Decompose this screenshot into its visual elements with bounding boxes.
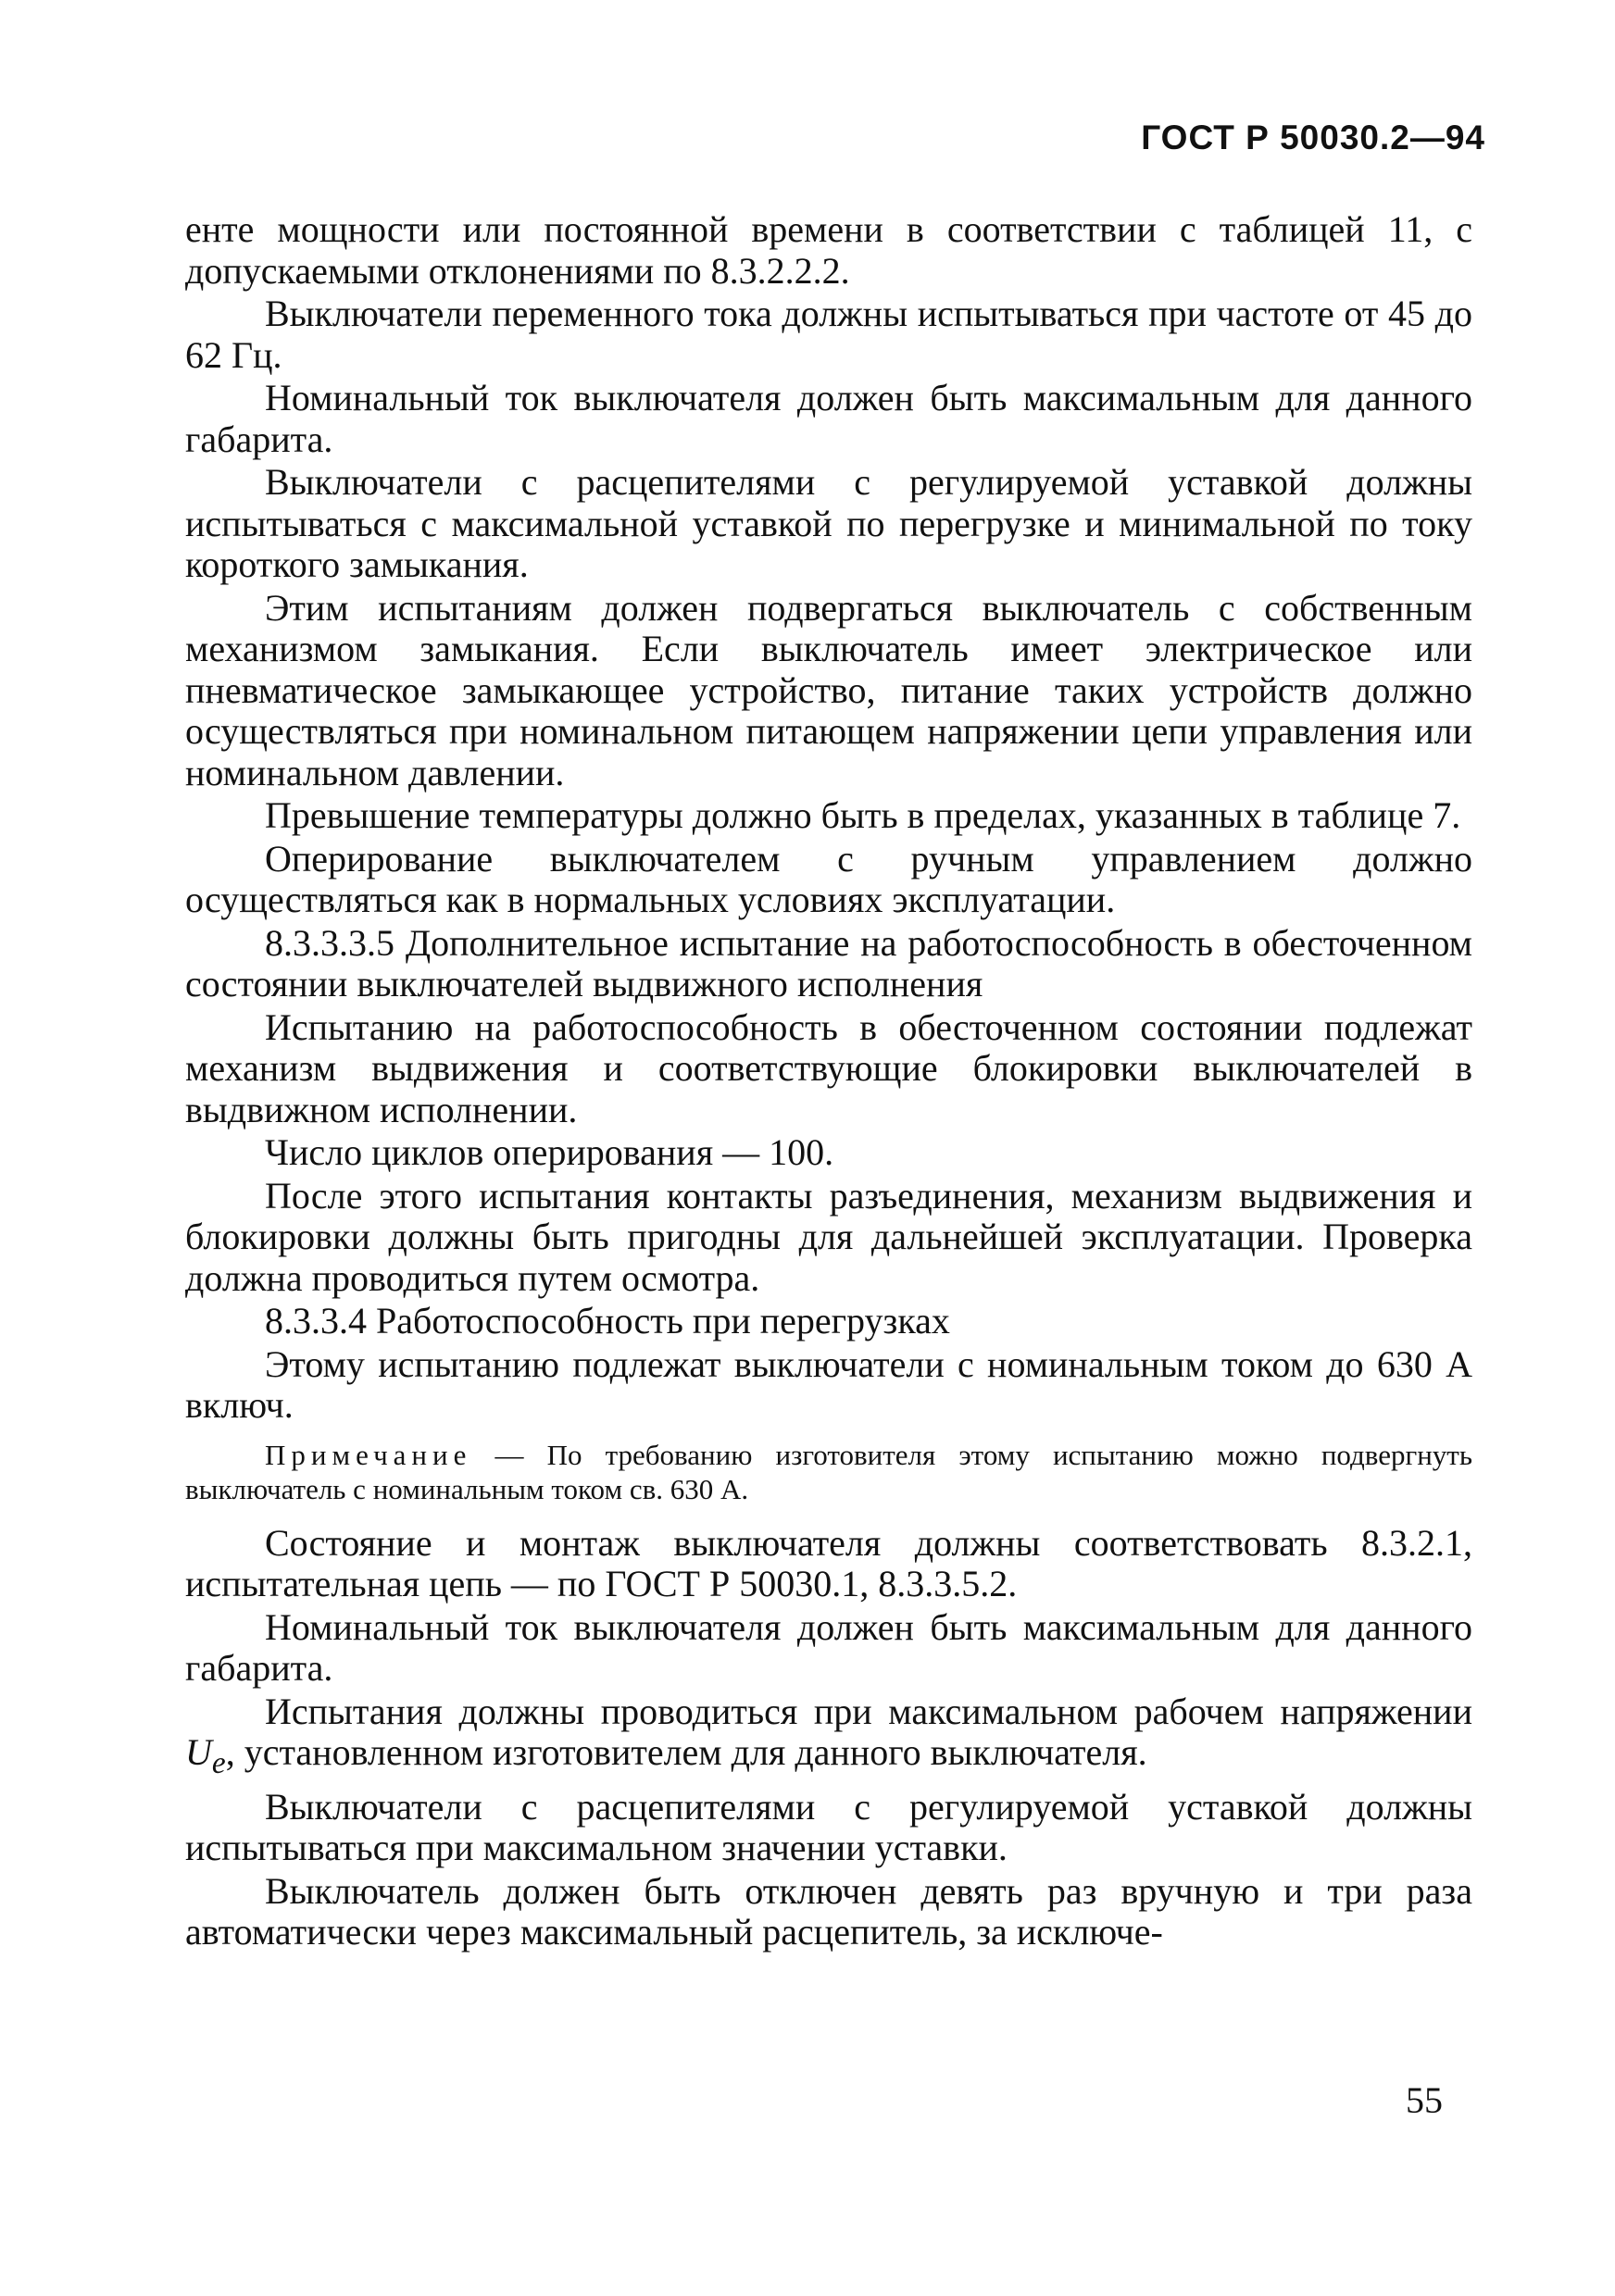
standard-code-header: ГОСТ Р 50030.2—94 [1141,119,1485,156]
paragraph: Число циклов оперирования — 100. [265,1131,834,1173]
paragraph-continuation: енте мощности или постоянной времени в соответствии с таблицей 11, с допускаемыми отклонениями по 8.3.2.2.2. [185,208,1472,292]
paragraph: Номинальный ток выключателя должен быть максимальным для данного габарита. [185,1605,1472,1689]
paragraph: Состояние и монтаж выключателя должны соответствовать 8.3.2.1, испытательная цепь — по ГОСТ Р 50030.1, 8.3.3.5.2. [185,1521,1472,1604]
voltage-symbol: $U_e$ [185,1731,226,1780]
paragraph: Этим испытаниям должен подвергаться выключатель с собственным механизмом замыкания. Если выключатель имеет электрическое или пневматическое замыкающее устройство, питание таких устройств должно осуществляться при номинальном питающем напряжении цепи управления или номинальном давлении. [185,586,1472,793]
paragraph: Выключатели переменного тока должны испытываться при частоте от 45 до 62 Гц. [185,293,1472,376]
paragraph: Номинальный ток выключателя должен быть максимальным для данного габарита. [185,377,1472,460]
paragraph: Испытанию на работоспособность в обесточенном состоянии подлежат механизм выдвижения и соответствующие блокировки выключателей в выдвижном исполнении. [185,1005,1472,1130]
note [185,1438,1472,1506]
section-heading-8-3-3-3-5: 8.3.3.3.5 Дополнительное испытание на работоспособность в обесточенном состоянии выключателей выдвижного исполнения [185,921,1472,1004]
paragraph: После этого испытания контакты разъединения, механизм выдвижения и блокировки должны быть пригодны для дальнейшей эксплуатации. Проверка должна проводиться путем осмотра. [185,1174,1472,1299]
section-heading-8-3-3-4: 8.3.3.4 Работоспособность при перегрузках [265,1300,950,1341]
paragraph: Выключатель должен быть отключен девять раз вручную и три раза автоматически через максимальный расцепитель, за исключе- [185,1869,1472,1953]
paragraph: Оперирование выключателем с ручным управлением должно осуществляться как в нормальных условиях эксплуатации. [185,837,1472,920]
page-number: 55 [1406,2079,1443,2121]
document-body [185,209,1472,1955]
paragraph: Выключатели с расцепителями с регулируемой уставкой должны испытываться при максимальном значении уставки. [185,1785,1472,1868]
paragraph-voltage [185,1691,1472,1785]
voltage-text-after: , установленном изготовителем для данного выключателя. [225,1731,1147,1773]
note-label: Примечание [265,1438,472,1471]
voltage-subscript: e [211,1746,226,1780]
paragraph: Выключатели с расцепителями с регулируемой уставкой должны испытываться с максимальной уставкой по перегрузке и минимальной по току короткого замыкания. [185,461,1472,585]
note-text: — По требованию изготовителя этому испытанию можно подвергнуть выключатель с номинальным током св. 630 А. [185,1438,1472,1505]
voltage-text-before: Испытания должны проводиться при максимальном рабочем напряжении [265,1690,1472,1732]
paragraph: Этому испытанию подлежат выключатели с номинальным током до 630 А включ. [185,1342,1472,1426]
paragraph: Превышение температуры должно быть в пределах, указанных в таблице 7. [265,794,1461,836]
